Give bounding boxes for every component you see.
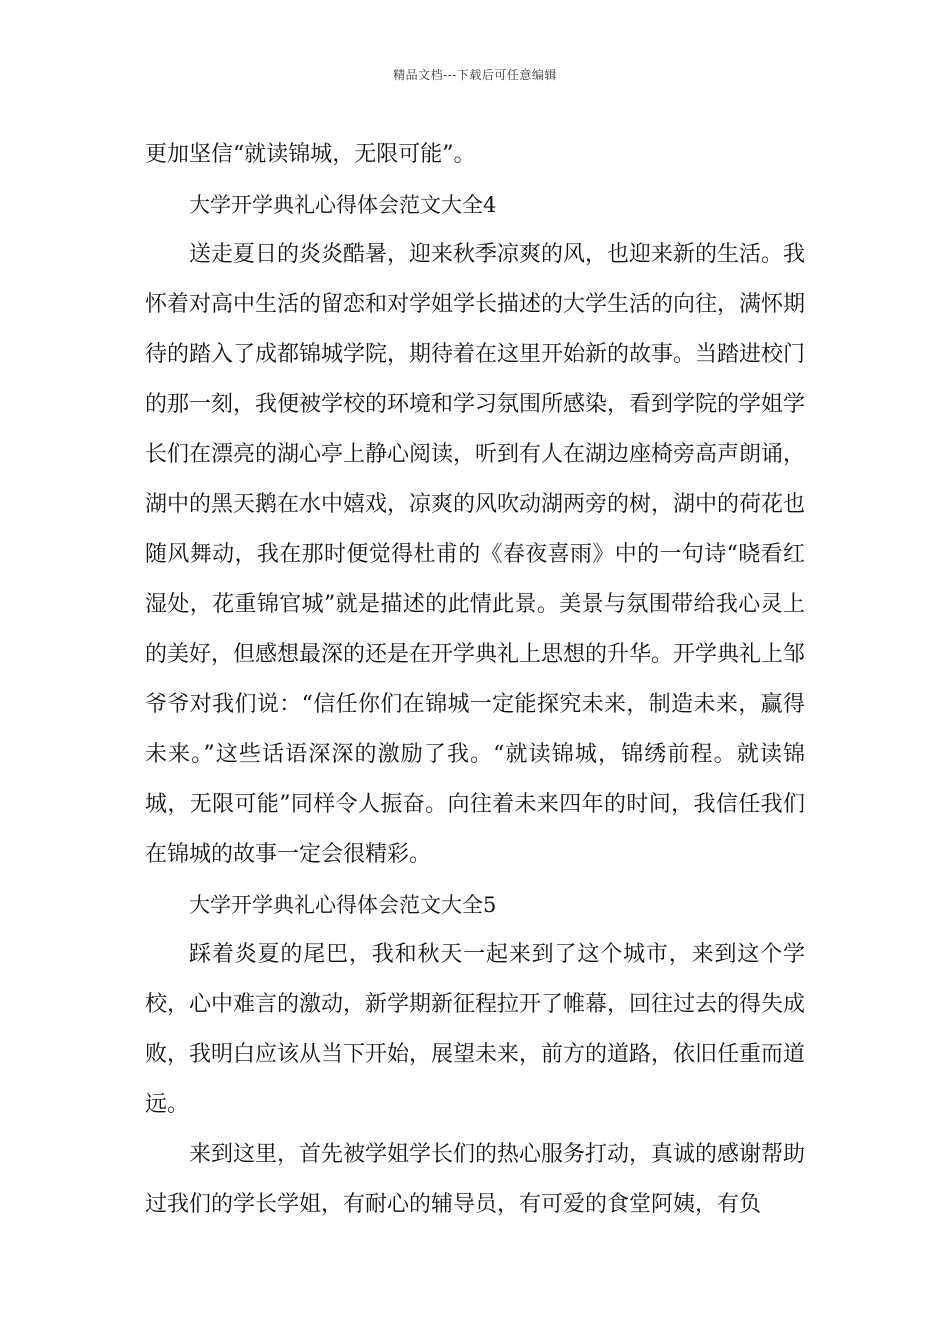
document-body (145, 130, 805, 1230)
section-heading-5: 大学开学典礼心得体会范文大全5 (189, 893, 497, 917)
paragraph-essay-5a: 踩着炎夏的尾巴，我和秋天一起来到了这个城市，来到这个学校，心中难言的激动，新学期新征程拉开了帷幕，回往过去的得失成败，我明白应该从当下开始，展望未来，前方的道路，依旧任重而道远。 (145, 942, 806, 1117)
page-header: 精品文档---下载后可任意编辑 (393, 68, 557, 82)
paragraph-essay-5b: 来到这里，首先被学姐学长们的热心服务打动，真诚的感谢帮助过我们的学长学姐，有耐心的辅导员，有可爱的食堂阿姨，有负 (145, 1142, 806, 1217)
continuation-paragraph: 更加坚信“就读锦城，无限可能”。 (145, 142, 476, 167)
section-heading-4: 大学开学典礼心得体会范文大全4 (189, 193, 497, 217)
paragraph-essay-4: 送走夏日的炎炎酷暑，迎来秋季凉爽的风，也迎来新的生活。我怀着对高中生活的留恋和对学姐学长描述的大学生活的向往，满怀期待的踏入了成都锦城学院，期待着在这里开始新的故事。当踏进校门的那一刻，我便被学校的环境和学习氛围所感染，看到学院的学姐学长们在漂亮的湖心亭上静心阅读，听到有人在湖边座椅旁高声朗诵，湖中的黑天鹅在水中嬉戏，凉爽的风吹动湖两旁的树，湖中的荷花也随风舞动，我在那时便觉得杜甫的《春夜喜雨》中的一句诗“晓看红湿处，花重锦官城”就是描述的此情此景。美景与氛围带给我心灵上的美好，但感想最深的还是在开学典礼上思想的升华。开学典礼上邹爷爷对我们说：“信任你们在锦城一定能探究未来，制造未来，赢得未来。”这些话语深深的激励了我。“就读锦城，锦绣前程。就读锦城，无限可能”同样令人振奋。向往着未来四年的时间，我信任我们在锦城的故事一定会很精彩。 (145, 242, 806, 867)
